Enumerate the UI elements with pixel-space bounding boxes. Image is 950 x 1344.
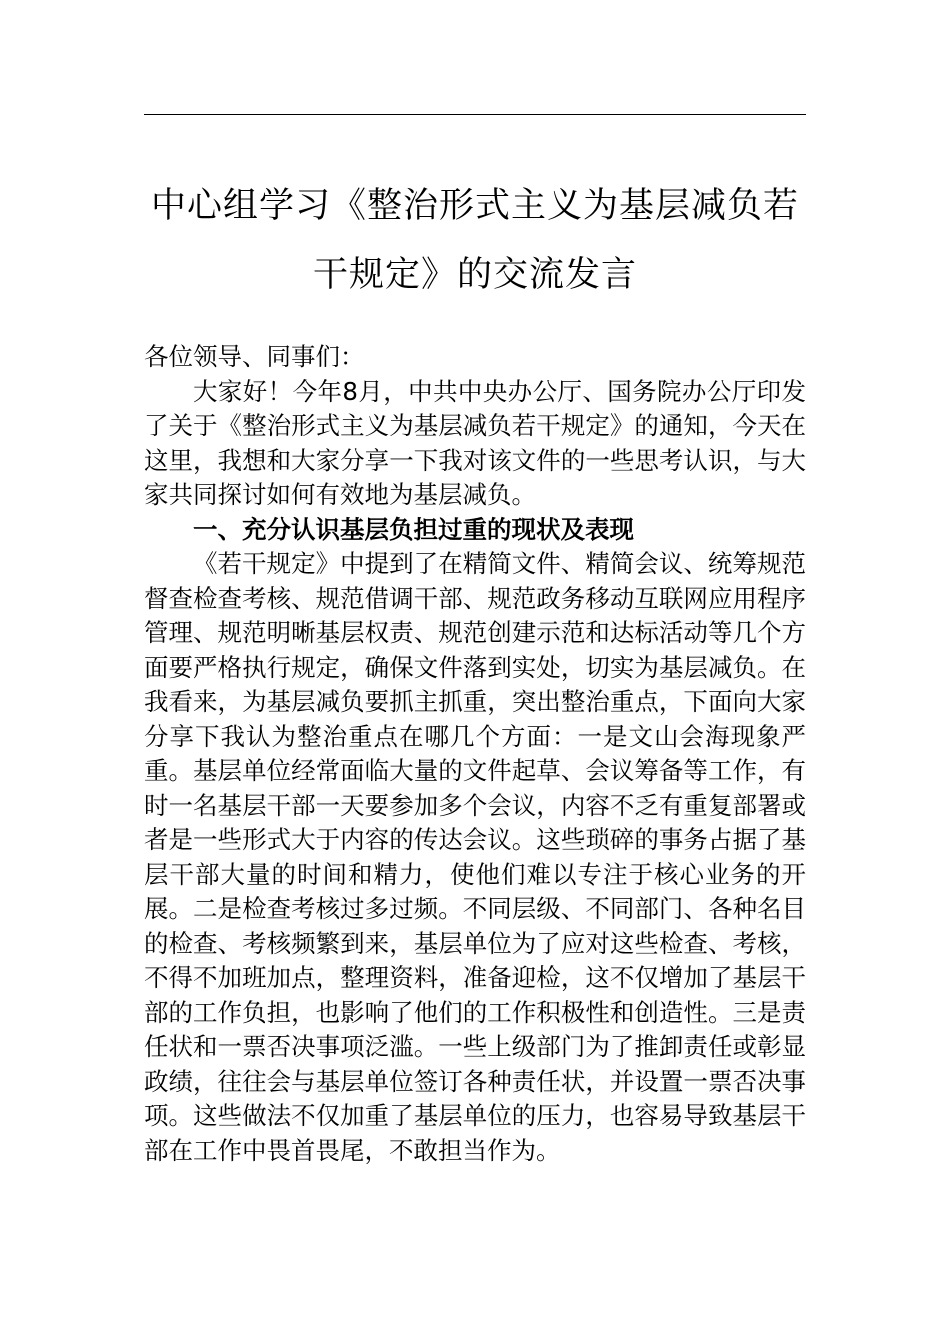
- title-line-2: 干规定》的交流发言: [312, 255, 637, 295]
- document-title: [144, 172, 806, 310]
- salutation: 各位领导、同事们：: [144, 342, 365, 371]
- section-paragraph: 《若干规定》中提到了在精简文件、精简会议、统筹规范督查检查考核、规范借调干部、规范政务移动互联网应用程序管理、规范明晰基层权责、规范创建示范和达标活动等几个方面要严格执行规定，确保文件落到实处，切实为基层减负。在我看来，为基层减负要抓主抓重，突出整治重点，下面向大家分享下我认为整治重点在哪几个方面：一是文山会海现象严重。基层单位经常面临大量的文件起草、会议筹备等工作，有时一名基层干部一天要参加多个会议，内容不乏有重复部署或者是一些形式大于内容的传达会议。这些琐碎的事务占据了基层干部大量的时间和精力，使他们难以专注于核心业务的开展。二是检查考核过多过频。不同层级、不同部门、各种名目的检查、考核频繁到来，基层单位为了应对这些检查、考核，不得不加班加点，整理资料，准备迎检，这不仅增加了基层干部的工作负担，也影响了他们的工作积极性和创造性。三是责任状和一票否决事项泛滥。一些上级部门为了推卸责任或彰显政绩，往往会与基层单位签订各种责任状，并设置一票否决事项。这些做法不仅加重了基层单位的压力，也容易导致基层干部在工作中畏首畏尾，不敢担当作为。: [144, 549, 806, 1165]
- document-body: [144, 340, 806, 1168]
- section-heading: 一、充分认识基层负担过重的现状及表现: [193, 514, 634, 544]
- header-rule: [144, 114, 806, 115]
- opening-paragraph: 大家好！今年8月，中共中央办公厅、国务院办公厅印发了关于《整治形式主义为基层减负若干规定》的通知，今天在这里，我想和大家分享一下我对该文件的一些思考认识，与大家共同探讨如何有效地为基层减负。: [144, 376, 806, 509]
- title-line-1: 中心组学习《整治形式主义为基层减负若: [150, 186, 799, 226]
